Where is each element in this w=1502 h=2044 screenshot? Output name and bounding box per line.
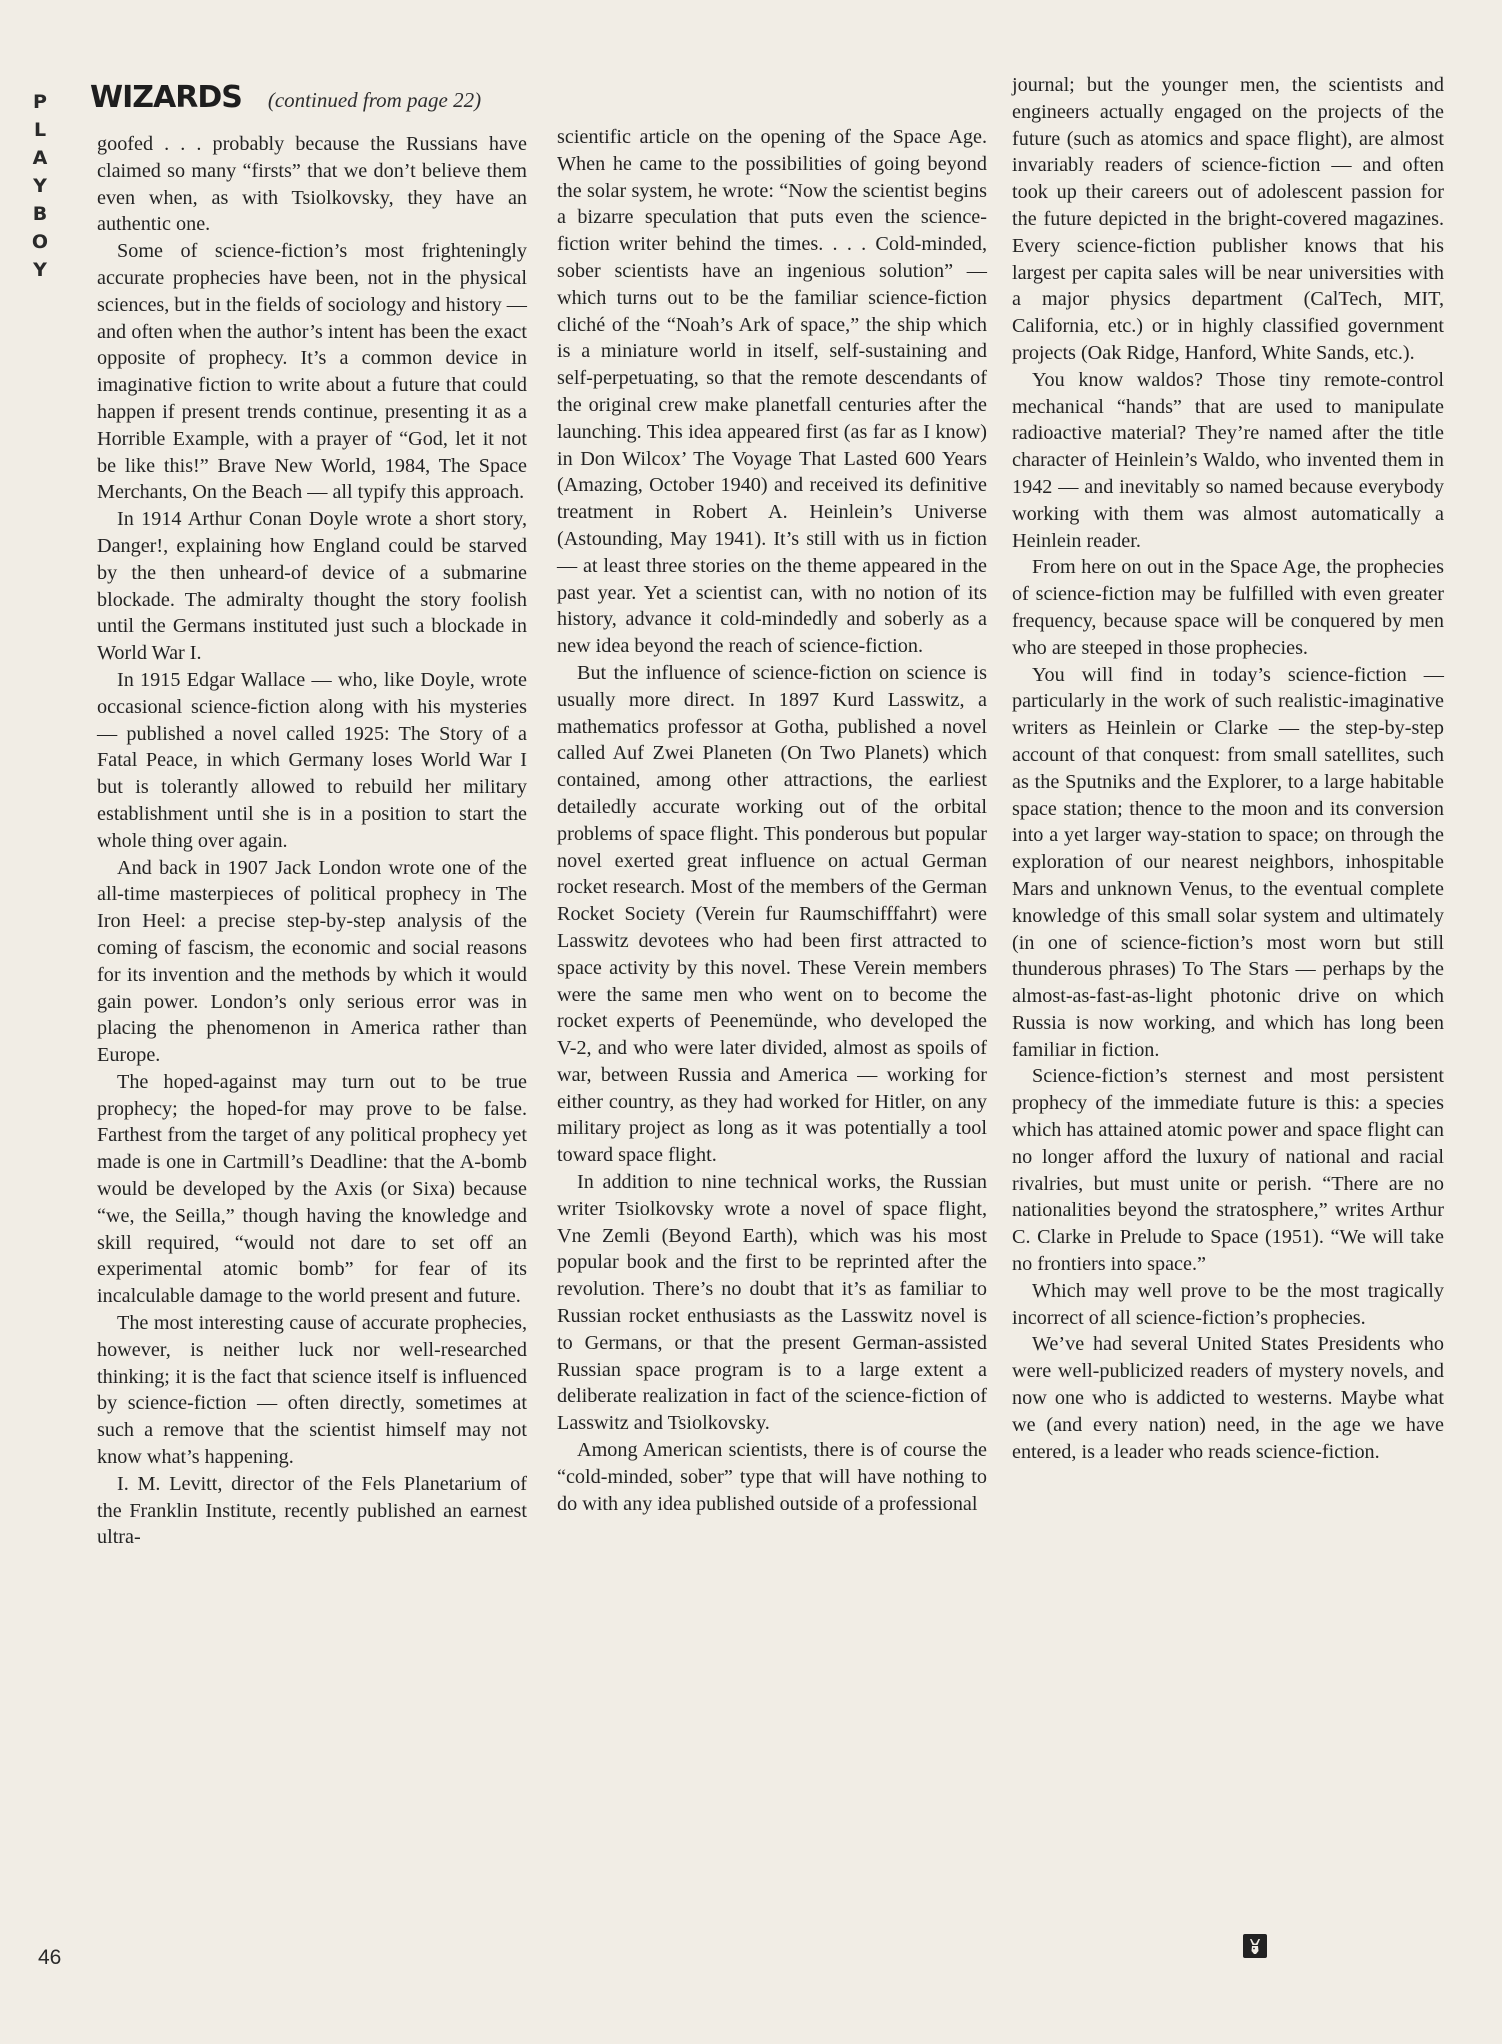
magazine-vertical-title: PLAYBOY [31,91,49,281]
continued-note: (continued from page 22) [267,88,482,112]
column-2 [557,124,987,1517]
paragraph: In 1914 Arthur Conan Doyle wrote a short story, Danger!, explaining how England could be starved by the then unheard-of device of a submarine blockade. The admiralty thought the story foolish until the Germans instituted just such a blockade in World War I. [97,508,527,665]
paragraph: And back in 1907 Jack London wrote one of the all-time masterpieces of political prophecy in The Iron Heel: a precise step-by-step analysis of the coming of fascism, the economic and social reasons for its invention and the methods by which it would gain power. London’s only serious error was in placing the phenomenon in America rather than Europe. [97,856,527,1067]
paragraph: Science-fiction’s sternest and most persistent prophecy of the immediate future is this: a species which has attained atomic power and space flight can no longer afford the luxury of national and racial rivalries, but must unite or perish. “There are no nationalities beyond the stratosphere,” writes Arthur C. Clarke in Prelude to Space (1951). “We will take no frontiers into space.” [1012,1065,1444,1276]
paragraph: You know waldos? Those tiny remote-control mechanical “hands” that are used to manipulate radioactive material? They’re named after the title character of Heinlein’s Waldo, who invented them in 1942 — and inevitably so named because everybody working with them was almost automatically a Heinlein reader. [1012,368,1444,552]
paragraph: But the influence of science-fiction on science is usually more direct. In 1897 Kurd Lasswitz, a mathematics professor at Gotha, published a novel called Auf Zwei Planeten (On Two Planets) which contained, among other attractions, the earliest detailedly accurate working out of the orbital problems of space flight. This ponderous but popular novel exerted great influence on actual German rocket research. Most of the members of the German Rocket Society (Verein fur Raumschifffahrt) were Lasswitz devotees who had been first attracted to space activity by this novel. These Verein members were the same men who went on to become the rocket experts of Peenemünde, who developed the V-2, and who were later divided, almost as spoils of war, between Russia and America — working for either country, as they had worked for Hitler, on any military project as long as it was potentially a tool toward space flight. [557,661,987,1167]
paragraph: Which may well prove to be the most tragically incorrect of all science-fiction’s prophecies. [1012,1279,1444,1329]
paragraph: I. M. Levitt, director of the Fels Planetarium of the Franklin Institute, recently published an earnest ultra- [97,1472,527,1549]
paragraph: From here on out in the Space Age, the prophecies of science-fiction may be fulfilled with even greater frequency, because space will be conquered by men who are steeped in those prophecies. [1012,556,1444,659]
paragraph: The most interesting cause of accurate prophecies, however, is neither luck nor well-researched thinking; it is the fact that science itself is influenced by science-fiction — often directly, sometimes at such a remove that the scientist himself may not know what’s happening. [97,1312,527,1469]
article-header [90,80,481,115]
paragraph: goofed . . . probably because the Russians have claimed so many “firsts” that we don’t believe them even when, as with Tsiolkovsky, they have an authentic one. [97,133,527,236]
paragraph: scientific article on the opening of the Space Age. When he came to the possibilities of going beyond the solar system, he wrote: “Now the scientist begins a bizarre speculation that puts even the science-fiction writer behind the times. . . . Cold-minded, sober scientists have an ingenious solution” — which turns out to be the familiar science-fiction cliché of the “Noah’s Ark of space,” the ship which is a miniature world in itself, self-sustaining and self-perpetuating, so that the remote descendants of the original crew make planetfall centuries after the launching. This idea appeared first (as far as I know) in Don Wilcox’ The Voyage That Lasted 600 Years (Amazing, October 1940) and received its definitive treatment in Robert A. Heinlein’s Universe (Astounding, May 1941). It’s still with us in fiction — at least three stories on the theme appeared in the past year. Yet a scientist can, with no notion of its history, advance it cold-mindedly and soberly as a new idea beyond the reach of science-fiction. [557,126,987,658]
column-3 [1012,72,1444,1465]
article-title: WIZARDS [90,80,242,115]
paragraph: journal; but the younger men, the scientists and engineers actually engaged on the projects of the future (such as atomics and space flight), are almost invariably readers of science-fiction — and often took up their careers out of adolescent passion for the future depicted in the bright-covered magazines. Every science-fiction publisher knows that his largest per capita sales will be near universities with a major physics department (CalTech, MIT, California, etc.) or in highly classified government projects (Oak Ridge, Hanford, White Sands, etc.). [1012,74,1444,364]
paragraph: Some of science-fiction’s most frighteningly accurate prophecies have been, not in the physical sciences, but in the fields of sociology and history — and often when the author’s intent has been the exact opposite of prophecy. It’s a common device in imaginative fiction to write about a future that could happen if present trends continue, presenting it as a Horrible Example, with a prayer of “God, let it not be like this!” Brave New World, 1984, The Space Merchants, On the Beach — all typify this approach. [97,240,527,504]
paragraph: In 1915 Edgar Wallace — who, like Doyle, wrote occasional science-fiction along with his mysteries — published a novel called 1925: The Story of a Fatal Peace, in which Germany loses World War I but is tolerantly allowed to rebuild her military establishment until she is in a position to start the whole thing over again. [97,668,527,852]
column-1 [97,131,527,1551]
paragraph: You will find in today’s science-fiction — particularly in the work of such realistic-imaginative writers as Heinlein or Clarke — the step-by-step account of that conquest: from small satellites, such as the Sputniks and the Explorer, to a large habitable space station; thence to the moon and its conversion into a yet larger way-station to space; on through the exploration of our nearest neighbors, inhospitable Mars and unknown Venus, to the eventual complete knowledge of this small solar system and ultimately (in one of science-fiction’s most worn but still thunderous phrases) To The Stars — perhaps by the almost-as-fast-as-light photonic drive on which Russia is now working, and which has long been familiar in fiction. [1012,663,1444,1061]
paragraph: Among American scientists, there is of course the “cold-minded, sober” type that will have nothing to do with any idea published outside of a professional [557,1439,987,1515]
paragraph: We’ve had several United States Presidents who were well-publicized readers of mystery novels, and now one who is addicted to westerns. Maybe what we (and every nation) need, in the age we have entered, is a leader who reads science-fiction. [1012,1333,1444,1463]
page-number: 46 [38,1946,62,1969]
rabbit-head-icon [1243,1934,1267,1958]
paragraph: The hoped-against may turn out to be true prophecy; the hoped-for may prove to be false. Farthest from the target of any political prophecy yet made is one in Cartmill’s Deadline: that the A-bomb would be developed by the Axis (or Sixa) because “we, the Seilla,” though having the knowledge and skill required, “would not dare to set off an experimental atomic bomb” for fear of its incalculable damage to the world present and future. [97,1070,527,1308]
paragraph: In addition to nine technical works, the Russian writer Tsiolkovsky wrote a novel of space flight, Vne Zemli (Beyond Earth), which was his most popular book and the first to be reprinted after the revolution. There’s no doubt that it’s as familiar to Russian rocket enthusiasts as the Lasswitz novel is to Germans, or that the present German-assisted Russian space program is to a large extent a deliberate realization in fact of the science-fiction of Lasswitz and Tsiolkovsky. [557,1171,987,1435]
